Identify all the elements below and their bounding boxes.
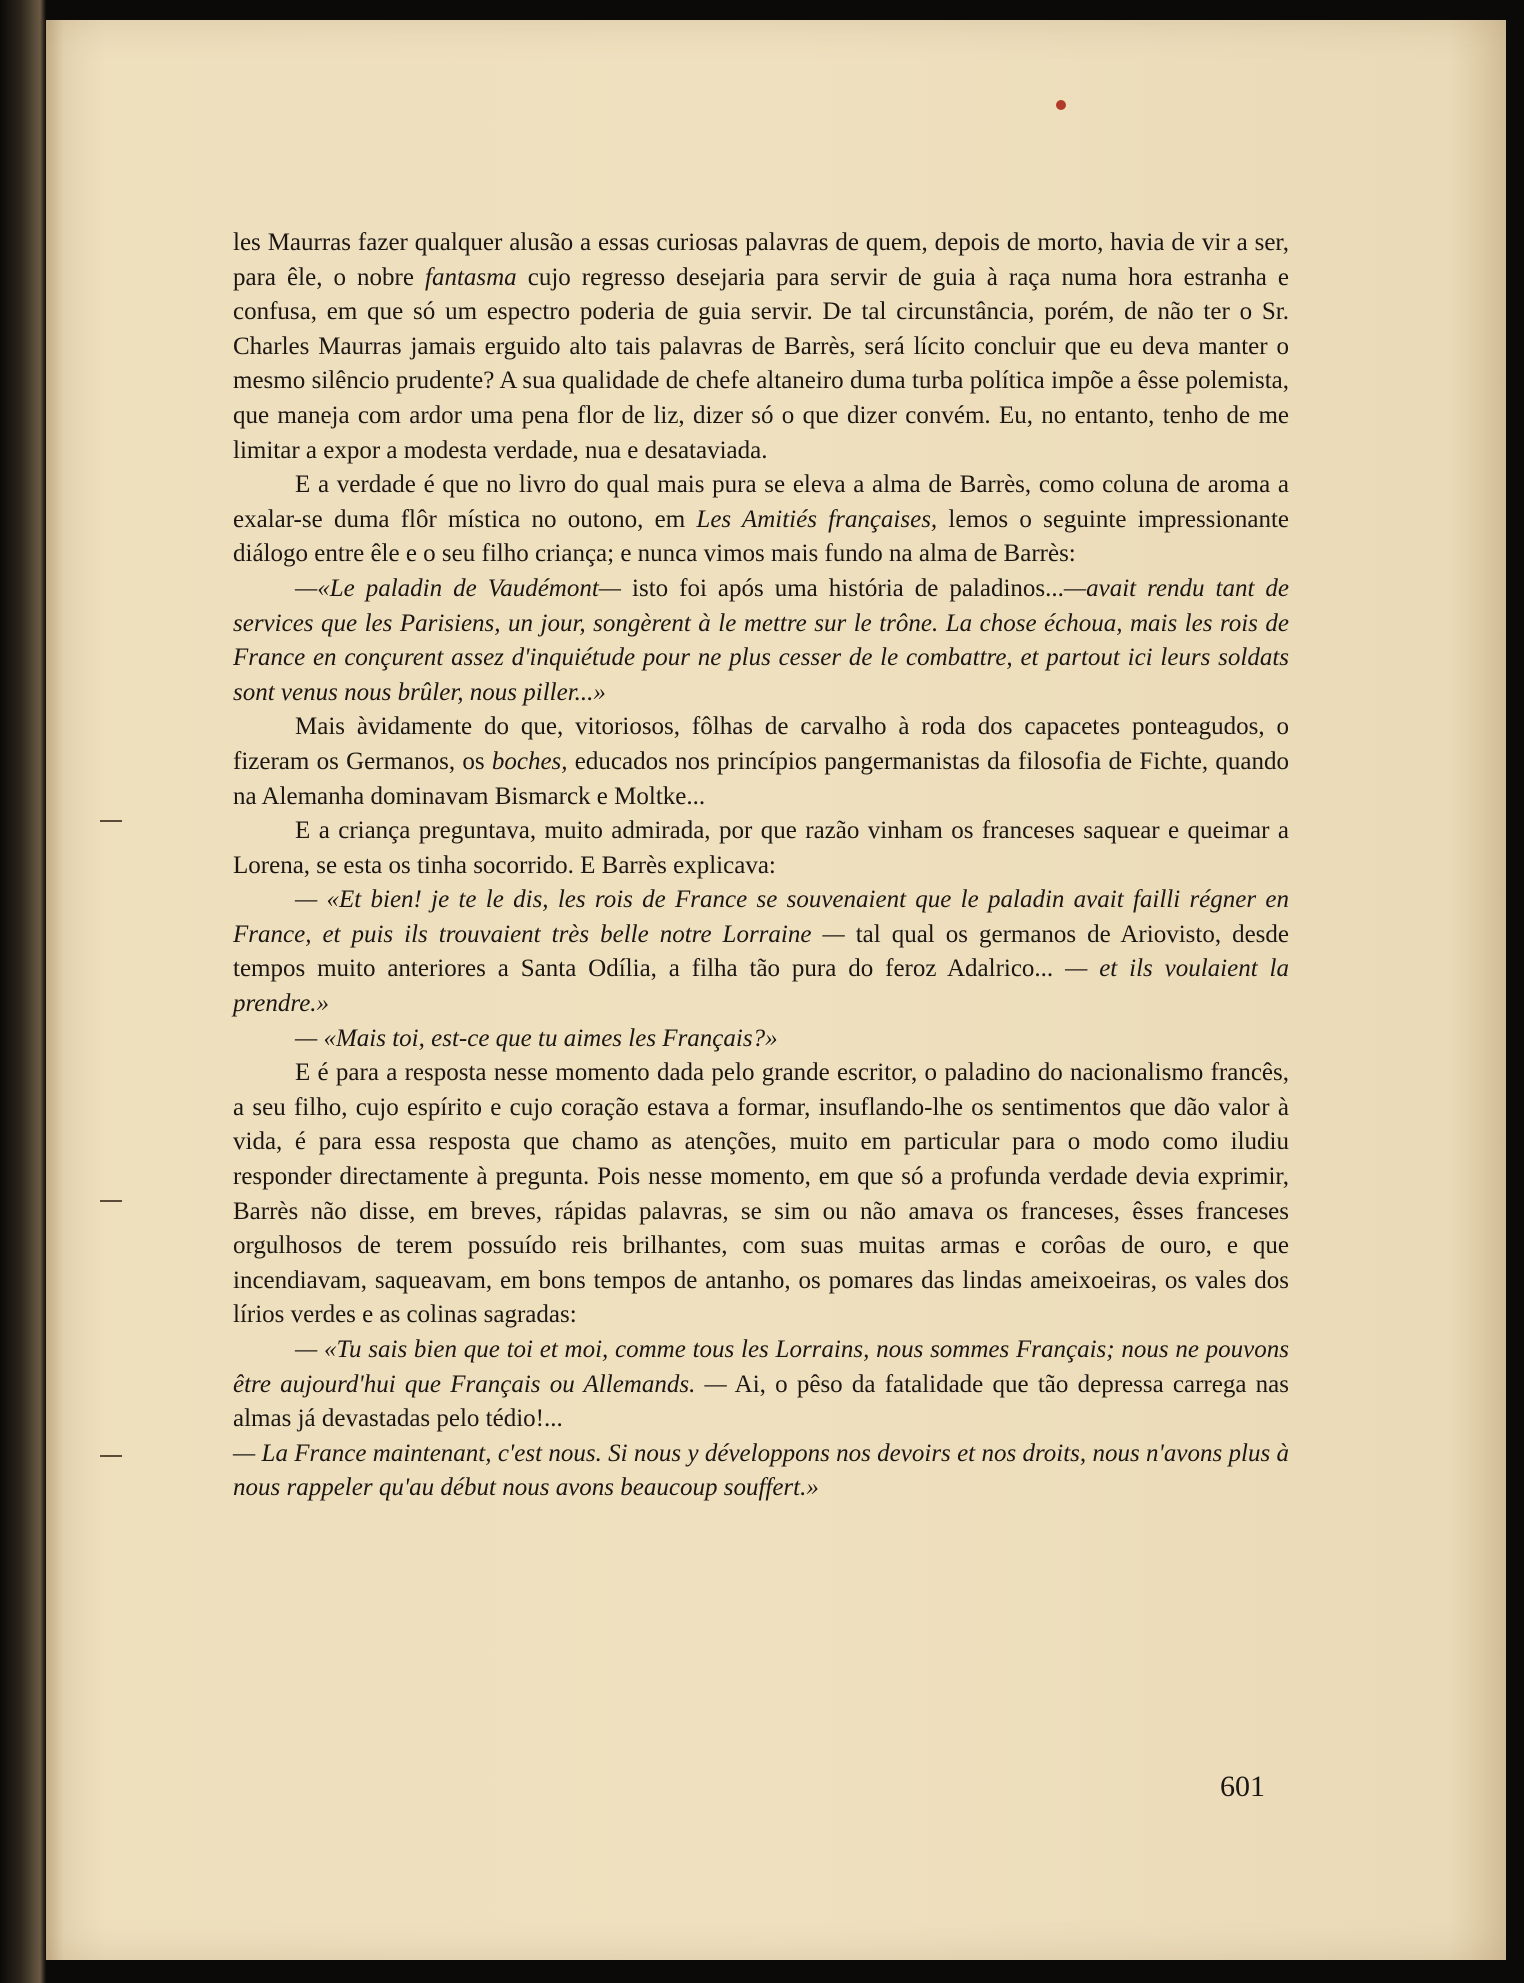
page-number: 601 bbox=[1220, 1770, 1265, 1803]
paragraph: E é para a resposta nesse momento dada pelo grande escritor, o paladino do nacionalismo francês, a seu filho, cujo espírito e cujo coração estava a formar, insuflando-lhe os sentimentos que dão valor à vida, é para essa resposta que chamo as atenções, muito em particular para o modo como iludiu responder directamente à pregunta. Pois nesse momento, em que só a profunda verdade devia exprimir, Barrès não disse, em breves, rápidas palavras, se sim ou não amava os franceses, êsses franceses orgulhosos de terem possuído reis brilhantes, com suas muitas armas e corôas de ouro, e que incendiavam, saqueavam, em bons tempos de antanho, os pomares das lindas ameixoeiras, os vales dos lírios verdes e as colinas sagradas: bbox=[233, 1059, 1289, 1329]
quote-paragraph: — «Tu sais bien que toi et moi, comme tous les Lorrains, nous sommes Français; nous ne pouvons être aujourd'hui que Français ou Allemands. — Ai, o pêso da fatalidade que tão depressa carrega nas almas já devastadas pelo tédio!... bbox=[233, 1336, 1289, 1433]
quote-paragraph: — «Mais toi, est-ce que tu aimes les Français?» bbox=[295, 1024, 778, 1052]
margin-mark bbox=[100, 820, 122, 822]
paragraph: E a verdade é que no livro do qual mais pura se eleva a alma de Barrès, como coluna de aroma a exalar-se duma flôr mística no outono, em Les Amitiés françaises, lemos o seguinte impressionante diálogo entre êle e o seu filho criança; e nunca vimos mais fundo na alma de Barrès: bbox=[233, 471, 1290, 568]
paragraph: les Maurras fazer qualquer alusão a essas curiosas palavras de quem, depois de morto, havia de vir a ser, para êle, o nobre fantasma cujo regresso desejaria para servir de guia à raça numa hora estranha e confusa, em que só um espectro poderia de guia servir. De tal circunstância, porém, de não ter o Sr. Charles Maurras jamais erguido alto tais palavras de Barrès, será lícito concluir que eu deva manter o mesmo silêncio prudente? A sua qualidade de chefe altaneiro duma turba política impõe a êsse polemista, que maneja com ardor uma pena flor de liz, dizer só o que dizer convém. Eu, no entanto, tenho de me limitar a expor a modesta verdade, nua e desataviada. bbox=[233, 229, 1290, 464]
margin-mark bbox=[100, 1200, 122, 1202]
quote-paragraph: — La France maintenant, c'est nous. Si nous y développons nos devoirs et nos droits, nous n'avons plus à nous rappeler qu'au début nous avons beaucoup souffert.» bbox=[233, 1439, 1289, 1502]
book-binding bbox=[0, 0, 46, 1983]
quote-paragraph: —«Le paladin de Vaudémont— isto foi após uma história de paladinos...—avait rendu tant de services que les Parisiens, un jour, songèrent à le mettre sur le trône. La chose échoua, mais les rois de France en conçurent assez d'inquiétude pour ne plus cesser de le combattre, et partout ici leurs soldats sont venus nous brûler, nous piller...» bbox=[233, 574, 1289, 706]
paragraph: E a criança preguntava, muito admirada, por que razão vinham os franceses saquear e queimar a Lorena, se esta os tinha socorrido. E Barrès explicava: bbox=[233, 817, 1289, 879]
margin-mark bbox=[100, 1455, 122, 1457]
page-body bbox=[233, 226, 1289, 1506]
ink-spot bbox=[1056, 100, 1066, 110]
paragraph: Mais àvidamente do que, vitoriosos, fôlhas de carvalho à roda dos capacetes ponteagudos, o fizeram os Germanos, os boches, educados nos princípios pangermanistas da filosofia de Fichte, quando na Alemanha dominavam Bismarck e Moltke... bbox=[233, 713, 1289, 810]
quote-paragraph: — «Et bien! je te le dis, les rois de France se souvenaient que le paladin avait failli régner en France, et puis ils trouvaient très belle notre Lorraine — tal qual os germanos de Ariovisto, desde tempos muito anteriores a Santa Odília, a filha tão pura do feroz Adalrico... — et ils voulaient la prendre.» bbox=[233, 886, 1290, 1018]
